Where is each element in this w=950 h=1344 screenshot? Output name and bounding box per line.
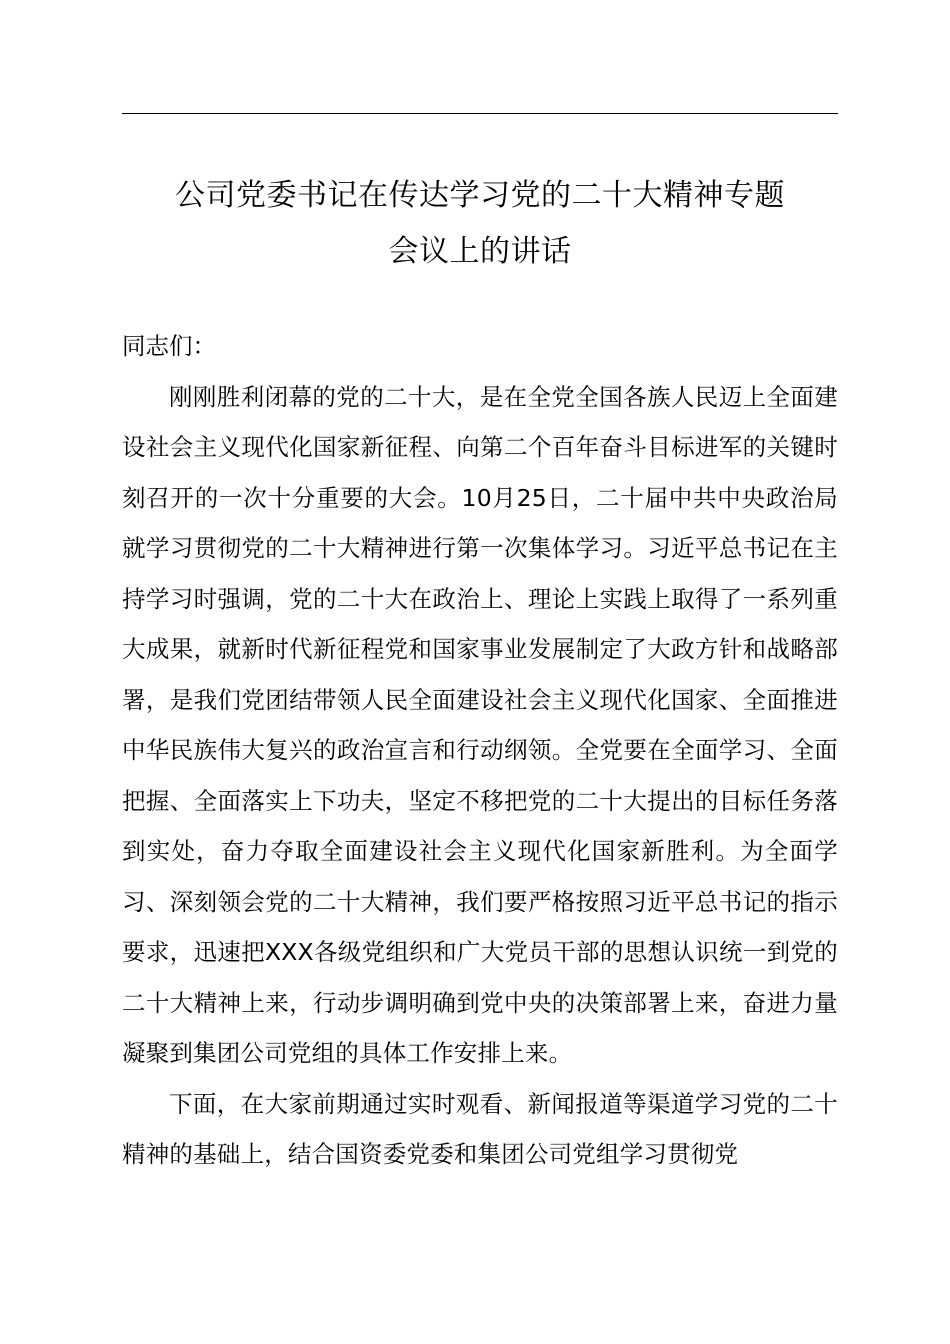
document-body xyxy=(122,321,838,1180)
title-line-1: 公司党委书记在传达学习党的二十大精神专题 xyxy=(175,178,785,213)
title-line-2: 会议上的讲话 xyxy=(388,234,572,269)
paragraph-2: 下面，在大家前期通过实时观看、新闻报道等渠道学习党的二十精神的基础上，结合国资委党委和集团公司党组学习贯彻党 xyxy=(122,1089,838,1168)
header-rule xyxy=(122,113,838,114)
document-title xyxy=(110,168,850,280)
salutation: 同志们： xyxy=(122,332,216,360)
paragraph-1: 刚刚胜利闭幕的党的二十大，是在全党全国各族人民迈上全面建设社会主义现代化国家新征程、向第二个百年奋斗目标进军的关键时刻召开的一次十分重要的大会。10月25日，二十届中共中央政治局就学习贯彻党的二十大精神进行第一次集体学习。习近平总书记在主持学习时强调，党的二十大在政治上、理论上实践上取得了一系列重大成果，就新时代新征程党和国家事业发展制定了大政方针和战略部署，是我们党团结带领人民全面建设社会主义现代化国家、全面推进中华民族伟大复兴的政治宣言和行动纲领。全党要在全面学习、全面把握、全面落实上下功夫，坚定不移把党的二十大提出的目标任务落到实处，奋力夺取全面建设社会主义现代化国家新胜利。为全面学习、深刻领会党的二十大精神，我们要严格按照习近平总书记的指示要求，迅速把XXX各级党组织和广大党员干部的思想认识统一到党的二十大精神上来，行动步调明确到党中央的决策部署上来，奋进力量凝聚到集团公司党组的具体工作安排上来。 xyxy=(122,382,838,1067)
